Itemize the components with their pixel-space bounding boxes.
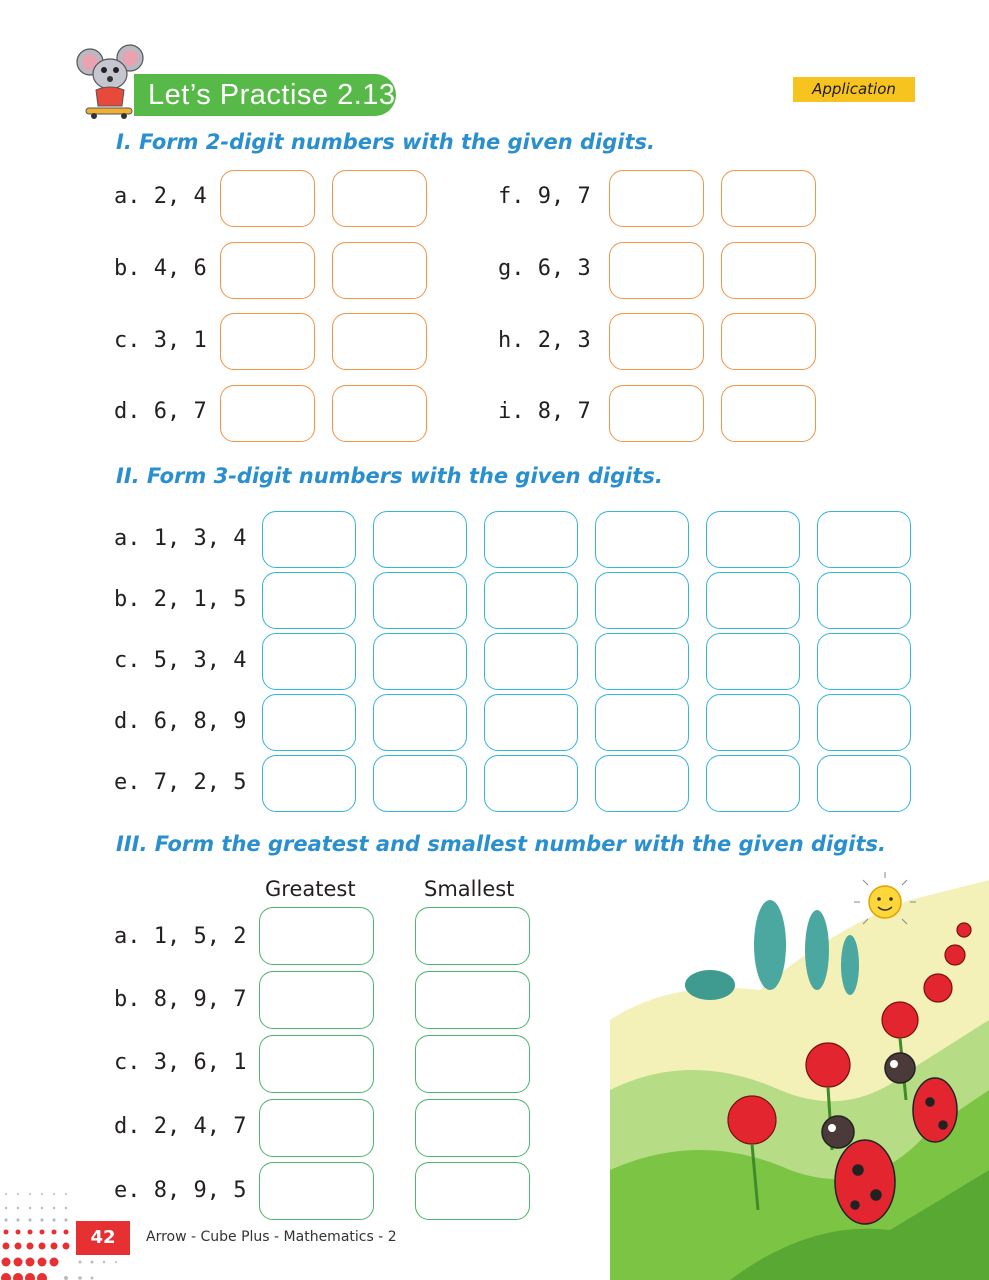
question-1g: g. 6, 3: [498, 256, 591, 281]
answer-box-2b-6[interactable]: [817, 572, 911, 629]
question-3a: a. 1, 5, 2: [114, 924, 247, 949]
smallest-box-3a[interactable]: [415, 907, 530, 965]
smallest-column-header: Smallest: [424, 877, 515, 901]
answer-box-2d-4[interactable]: [595, 694, 689, 751]
answer-box-2c-2[interactable]: [373, 633, 467, 690]
answer-box-2a-2[interactable]: [373, 511, 467, 568]
answer-box-2b-2[interactable]: [373, 572, 467, 629]
greatest-box-3b[interactable]: [259, 971, 374, 1029]
answer-box-2d-2[interactable]: [373, 694, 467, 751]
answer-box-1a-1[interactable]: [220, 170, 315, 227]
answer-box-2e-3[interactable]: [484, 755, 578, 812]
answer-box-1d-2[interactable]: [332, 385, 427, 442]
answer-box-1f-1[interactable]: [609, 170, 704, 227]
answer-box-2e-2[interactable]: [373, 755, 467, 812]
question-2e: e. 7, 2, 5: [114, 770, 247, 795]
question-3d: d. 2, 4, 7: [114, 1114, 247, 1139]
question-1a: a. 2, 4: [114, 184, 207, 209]
answer-box-1g-2[interactable]: [721, 242, 816, 299]
answer-box-1i-2[interactable]: [721, 385, 816, 442]
smallest-box-3d[interactable]: [415, 1099, 530, 1157]
question-3e: e. 8, 9, 5: [114, 1178, 247, 1203]
question-1h: h. 2, 3: [498, 328, 591, 353]
answer-box-2a-1[interactable]: [262, 511, 356, 568]
answer-box-1d-1[interactable]: [220, 385, 315, 442]
answer-box-2b-4[interactable]: [595, 572, 689, 629]
answer-box-2d-6[interactable]: [817, 694, 911, 751]
answer-box-2d-3[interactable]: [484, 694, 578, 751]
smallest-box-3c[interactable]: [415, 1035, 530, 1093]
answer-box-2d-1[interactable]: [262, 694, 356, 751]
answer-box-1g-1[interactable]: [609, 242, 704, 299]
answer-box-2c-5[interactable]: [706, 633, 800, 690]
answer-box-2a-5[interactable]: [706, 511, 800, 568]
greatest-box-3c[interactable]: [259, 1035, 374, 1093]
question-1b: b. 4, 6: [114, 256, 207, 281]
answer-box-2e-1[interactable]: [262, 755, 356, 812]
answer-box-1c-1[interactable]: [220, 313, 315, 370]
question-1f: f. 9, 7: [498, 184, 591, 209]
answer-box-2c-6[interactable]: [817, 633, 911, 690]
greatest-column-header: Greatest: [265, 877, 356, 901]
section-3-title: III. Form the greatest and smallest number with the given digits.: [116, 832, 886, 856]
answer-box-2a-6[interactable]: [817, 511, 911, 568]
answer-box-2a-3[interactable]: [484, 511, 578, 568]
question-3c: c. 3, 6, 1: [114, 1050, 247, 1075]
question-3b: b. 8, 9, 7: [114, 987, 247, 1012]
smallest-box-3b[interactable]: [415, 971, 530, 1029]
answer-box-2c-3[interactable]: [484, 633, 578, 690]
answer-box-2b-3[interactable]: [484, 572, 578, 629]
answer-box-1b-1[interactable]: [220, 242, 315, 299]
answer-box-2b-1[interactable]: [262, 572, 356, 629]
answer-box-1c-2[interactable]: [332, 313, 427, 370]
answer-box-2c-4[interactable]: [595, 633, 689, 690]
greatest-box-3d[interactable]: [259, 1099, 374, 1157]
answer-box-2a-4[interactable]: [595, 511, 689, 568]
section-1-title: I. Form 2-digit numbers with the given digits.: [116, 130, 655, 154]
answer-box-1h-2[interactable]: [721, 313, 816, 370]
answer-box-2e-4[interactable]: [595, 755, 689, 812]
answer-box-2e-5[interactable]: [706, 755, 800, 812]
greatest-box-3a[interactable]: [259, 907, 374, 965]
answer-box-1b-2[interactable]: [332, 242, 427, 299]
answer-box-1h-1[interactable]: [609, 313, 704, 370]
answer-box-1a-2[interactable]: [332, 170, 427, 227]
question-2a: a. 1, 3, 4: [114, 526, 247, 551]
question-1c: c. 3, 1: [114, 328, 207, 353]
exercise-title: Let’s Practise 2.13: [134, 74, 396, 116]
answer-box-1i-1[interactable]: [609, 385, 704, 442]
answer-box-2b-5[interactable]: [706, 572, 800, 629]
answer-box-2e-6[interactable]: [817, 755, 911, 812]
book-title-footer: Arrow - Cube Plus - Mathematics - 2: [146, 1229, 397, 1245]
answer-box-1f-2[interactable]: [721, 170, 816, 227]
ladybug-hill-illustration: [610, 870, 989, 1280]
question-2b: b. 2, 1, 5: [114, 587, 247, 612]
question-1i: i. 8, 7: [498, 399, 591, 424]
answer-box-2d-5[interactable]: [706, 694, 800, 751]
question-1d: d. 6, 7: [114, 399, 207, 424]
smallest-box-3e[interactable]: [415, 1162, 530, 1220]
page-number: 42: [76, 1221, 130, 1255]
answer-box-2c-1[interactable]: [262, 633, 356, 690]
section-2-title: II. Form 3-digit numbers with the given digits.: [116, 464, 663, 488]
question-2c: c. 5, 3, 4: [114, 648, 247, 673]
question-2d: d. 6, 8, 9: [114, 709, 247, 734]
application-tag: Application: [793, 77, 915, 102]
greatest-box-3e[interactable]: [259, 1162, 374, 1220]
